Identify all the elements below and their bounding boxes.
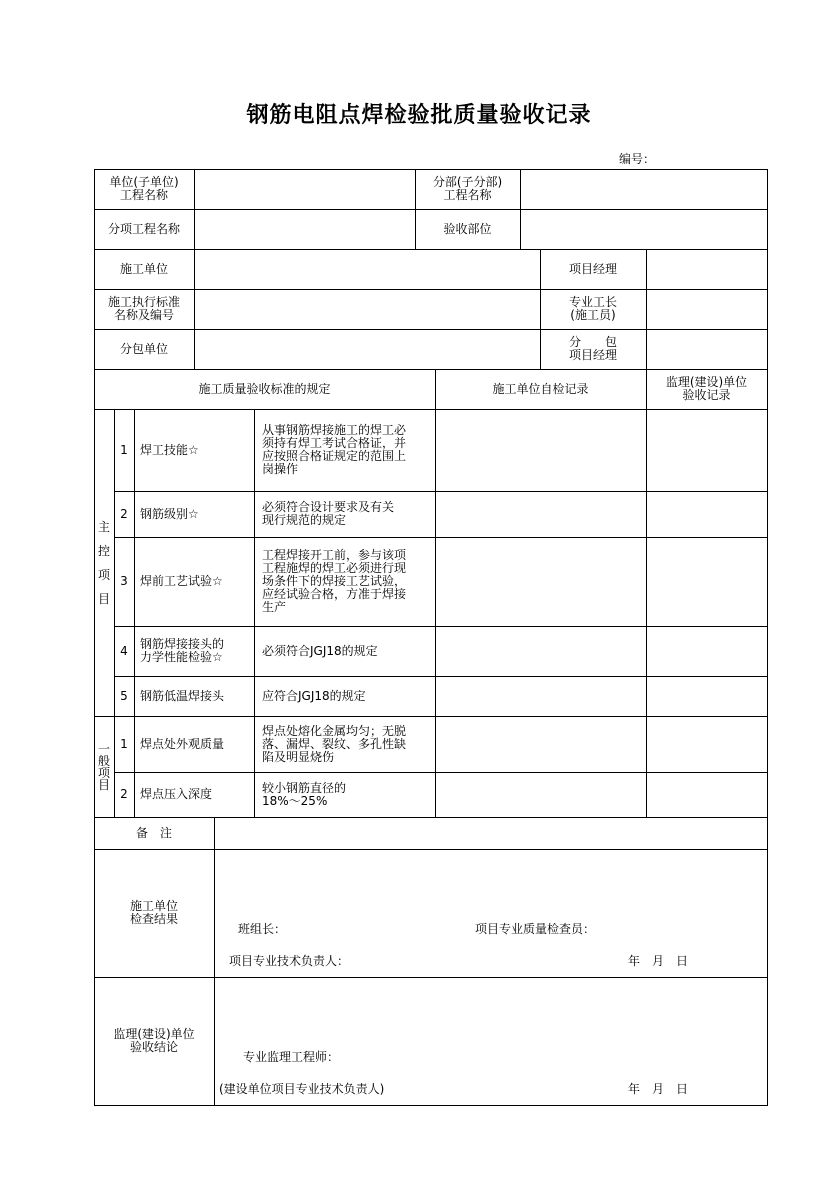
subcontract-manager-label: 分 包 项目经理: [568, 335, 617, 362]
main-control-items-label: 主 控 项 目: [97, 519, 110, 606]
construction-unit-label: 施工单位: [119, 261, 168, 276]
supervision-conclusion-label: 监理(建设)单位 验收结论: [113, 1027, 195, 1054]
main-item-name: 钢筋低温焊接头: [140, 688, 225, 703]
standard-label: 施工执行标准 名称及编号: [107, 295, 180, 322]
general-item-name: 焊点处外观质量: [140, 736, 225, 751]
supervision-date-label: 年 月 日: [628, 1081, 689, 1096]
main-item-name: 焊前工艺试验☆: [140, 574, 223, 588]
standard-field[interactable]: [195, 290, 539, 329]
grid-line: [254, 409, 255, 818]
main-item-name: 钢筋焊接接头的 力学性能检验☆: [140, 637, 225, 664]
main-item-number: 5: [120, 688, 128, 703]
project-manager-label: 项目经理: [568, 261, 617, 276]
acceptance-part-field[interactable]: [521, 210, 766, 249]
self-check-field[interactable]: [436, 717, 645, 772]
subcontract-manager-field[interactable]: [647, 330, 766, 369]
general-item-requirement: 较小钢筋直径的 18%～25%: [262, 780, 347, 808]
main-item-name: 焊工技能☆: [140, 442, 199, 457]
quality-inspector-label: 项目专业质量检查员：: [475, 921, 596, 936]
unit-name-label: 单位(子单位) 工程名称: [109, 175, 179, 202]
supervision-field[interactable]: [647, 538, 766, 626]
grid-line: [134, 409, 135, 818]
supervision-field[interactable]: [647, 410, 766, 491]
column-self-check-header: 施工单位自检记录: [492, 381, 589, 396]
team-leader-label: 班组长：: [238, 921, 287, 936]
supervision-engineer-label: 专业监理工程师：: [243, 1049, 340, 1064]
main-item-number: 3: [120, 574, 128, 588]
supervision-field[interactable]: [647, 492, 766, 537]
subcontract-unit-field[interactable]: [195, 330, 539, 369]
construction-date-label: 年 月 日: [628, 953, 689, 968]
self-check-field[interactable]: [436, 627, 645, 676]
self-check-field[interactable]: [436, 492, 645, 537]
construction-unit-field[interactable]: [195, 250, 539, 289]
self-check-field[interactable]: [436, 410, 645, 491]
subcontract-unit-label: 分包单位: [119, 341, 168, 356]
general-item-requirement: 焊点处熔化金属均匀；无脱 落、漏焊、裂纹、多孔性缺 陷及明显烧伤: [262, 723, 407, 764]
subdivision-field[interactable]: [521, 170, 766, 209]
grid-line: [94, 1105, 768, 1106]
unit-name-field[interactable]: [195, 170, 414, 209]
tech-lead-label: 项目专业技术负责人：: [229, 953, 350, 968]
main-item-requirement: 应符合JGJ18的规定: [262, 688, 366, 703]
main-item-requirement: 必须符合设计要求及有关 现行规范的规定: [262, 500, 395, 527]
supervision-field[interactable]: [647, 677, 766, 716]
self-check-field[interactable]: [436, 773, 645, 817]
main-item-requirement: 必须符合JGJ18的规定: [262, 643, 378, 658]
remarks-label: 备 注: [135, 825, 172, 840]
item-name-field[interactable]: [195, 210, 414, 249]
main-item-number: 4: [120, 643, 128, 658]
main-item-requirement: 从事钢筋焊接施工的焊工必 须持有焊工考试合格证，并 应按照合格证规定的范围上 岗操作: [262, 423, 407, 476]
general-item-name: 焊点压入深度: [140, 787, 213, 801]
foreman-field[interactable]: [647, 290, 766, 329]
remarks-field[interactable]: [215, 818, 766, 849]
grid-line: [214, 817, 215, 1106]
self-check-field[interactable]: [436, 538, 645, 626]
item-name-label: 分项工程名称: [107, 221, 180, 236]
supervision-field[interactable]: [647, 717, 766, 772]
general-item-number: 1: [120, 736, 128, 751]
main-item-number: 2: [120, 506, 128, 521]
project-manager-field[interactable]: [647, 250, 766, 289]
foreman-label: 专业工长 (施工员): [568, 295, 617, 322]
grid-line: [767, 169, 768, 1106]
main-item-requirement: 工程焊接开工前，参与该项 工程施焊的焊工必须进行现 场条件下的焊接工艺试验， 应经试验合格，方准于焊接 生产: [262, 548, 407, 614]
subdivision-label: 分部(子分部) 工程名称: [432, 175, 503, 202]
supervision-field[interactable]: [647, 773, 766, 817]
column-standard-header: 施工质量验收标准的规定: [198, 381, 331, 396]
page-title: 钢筋电阻点焊检验批质量验收记录: [246, 103, 592, 128]
general-item-number: 2: [120, 787, 128, 801]
general-items-label: 一 般 项 目: [97, 741, 110, 792]
owner-tech-lead-label: (建设单位项目专业技术负责人): [219, 1081, 385, 1096]
column-supervision-header: 监理(建设)单位 验收记录: [665, 375, 748, 402]
construction-result-label: 施工单位 检查结果: [129, 899, 178, 926]
serial-number-label: 编号：: [619, 152, 656, 166]
acceptance-part-label: 验收部位: [443, 221, 492, 236]
self-check-field[interactable]: [436, 677, 645, 716]
main-item-number: 1: [120, 442, 128, 457]
main-item-name: 钢筋级别☆: [140, 506, 199, 521]
supervision-field[interactable]: [647, 627, 766, 676]
